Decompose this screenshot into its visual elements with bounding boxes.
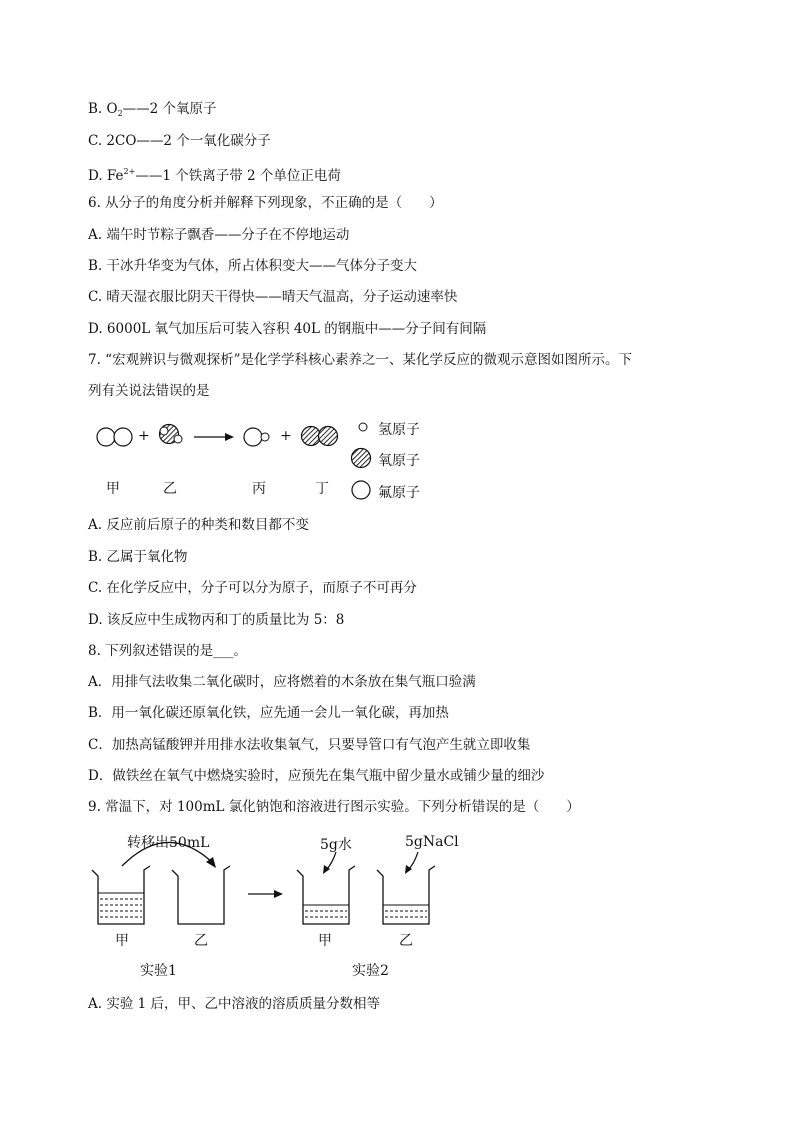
beaker-jia-exp2: [297, 852, 355, 924]
question-8: 8. 下列叙述错误的是___。: [88, 643, 247, 659]
q8-option-a: A．用排气法收集二氧化碳时，应将燃着的木条放在集气瓶口验满: [88, 674, 476, 690]
beaker-label-jia: 甲: [115, 933, 129, 949]
q6-option-d: D. 6000L 氧气加压后可装入容积 40L 的钢瓶中——分子间有间隔: [88, 321, 487, 337]
q7-option-a: A. 反应前后原子的种类和数目都不变: [88, 517, 309, 533]
nacl-label: 5gNaCl: [405, 834, 459, 850]
legend-hydrogen-label: 氢原子: [378, 422, 420, 438]
question-7-line1: 7. “宏观辨识与微观探析”是化学学科核心素养之一、某化学反应的微观示意图如图所示。下: [88, 352, 632, 368]
option-d-fe: D. $Fe^{2+}——1$ 个铁离子带 2 个单位正电荷: [88, 167, 341, 184]
beaker-label-yi: 乙: [194, 933, 208, 949]
option-b-o2: B. $O_2——2$ 个氧原子: [88, 101, 217, 118]
question-6: 6. 从分子的角度分析并解释下列现象，不正确的是（ ）: [88, 195, 443, 211]
plus-sign: +: [280, 428, 292, 444]
q6-option-b: B. 干冰升华变为气体，所占体积变大——气体分子变大: [88, 258, 418, 274]
question-7-line2: 列有关说法错误的是: [88, 383, 210, 399]
legend-oxygen-label: 氧原子: [378, 453, 420, 469]
q7-option-b: B. 乙属于氧化物: [88, 549, 188, 565]
q9-option-a: A. 实验 1 后，甲、乙中溶液的溶质质量分数相等: [88, 996, 381, 1012]
legend-fluorine-label: 氟原子: [378, 485, 420, 501]
beaker-label-yi: 乙: [399, 933, 413, 949]
label-ding: 丁: [315, 481, 329, 497]
q6-option-c: C. 晴天湿衣服比阴天干得快——晴天气温高，分子运动速率快: [88, 289, 458, 305]
q8-option-c: C．加热高锰酸钾并用排水法收集氧气，只要导管口有气泡产生就立即收集: [88, 737, 531, 753]
label-yi: 乙: [163, 481, 177, 497]
q7-option-c: C. 在化学反应中，分子可以分为原子，而原子不可再分: [88, 580, 417, 596]
question-9: 9. 常温下，对 100mL 氯化钠饱和溶液进行图示实验。下列分析错误的是（ ）: [88, 799, 580, 815]
q6-option-a: A. 端午时节粽子飘香——分子在不停地运动: [88, 227, 350, 243]
q8-option-b: B．用一氧化碳还原氧化铁，应先通一会儿一氧化碳，再加热: [88, 705, 449, 721]
water-label: 5g水: [320, 837, 352, 853]
beaker-jia-exp1: [92, 866, 150, 924]
transfer-label: 转移出50mL: [127, 835, 210, 851]
experiment-1-label: 实验1: [140, 963, 177, 979]
q8-option-d: D．做铁丝在氧气中燃烧实验时，应预先在集气瓶中留少量水或铺少量的细沙: [88, 768, 545, 784]
label-bing: 丙: [252, 481, 266, 497]
beaker-yi-exp1: [172, 866, 230, 924]
option-c-2co: C. 2CO——2 个一氧化碳分子: [88, 133, 271, 149]
beaker-label-jia: 甲: [318, 933, 332, 949]
label-jia: 甲: [106, 481, 120, 497]
process-arrow: [248, 890, 283, 898]
q7-option-d: D. 该反应中生成物丙和丁的质量比为 5：8: [88, 612, 345, 628]
plus-sign: +: [138, 428, 150, 444]
experiment-2-label: 实验2: [352, 963, 389, 979]
beaker-yi-exp2: [377, 852, 435, 924]
